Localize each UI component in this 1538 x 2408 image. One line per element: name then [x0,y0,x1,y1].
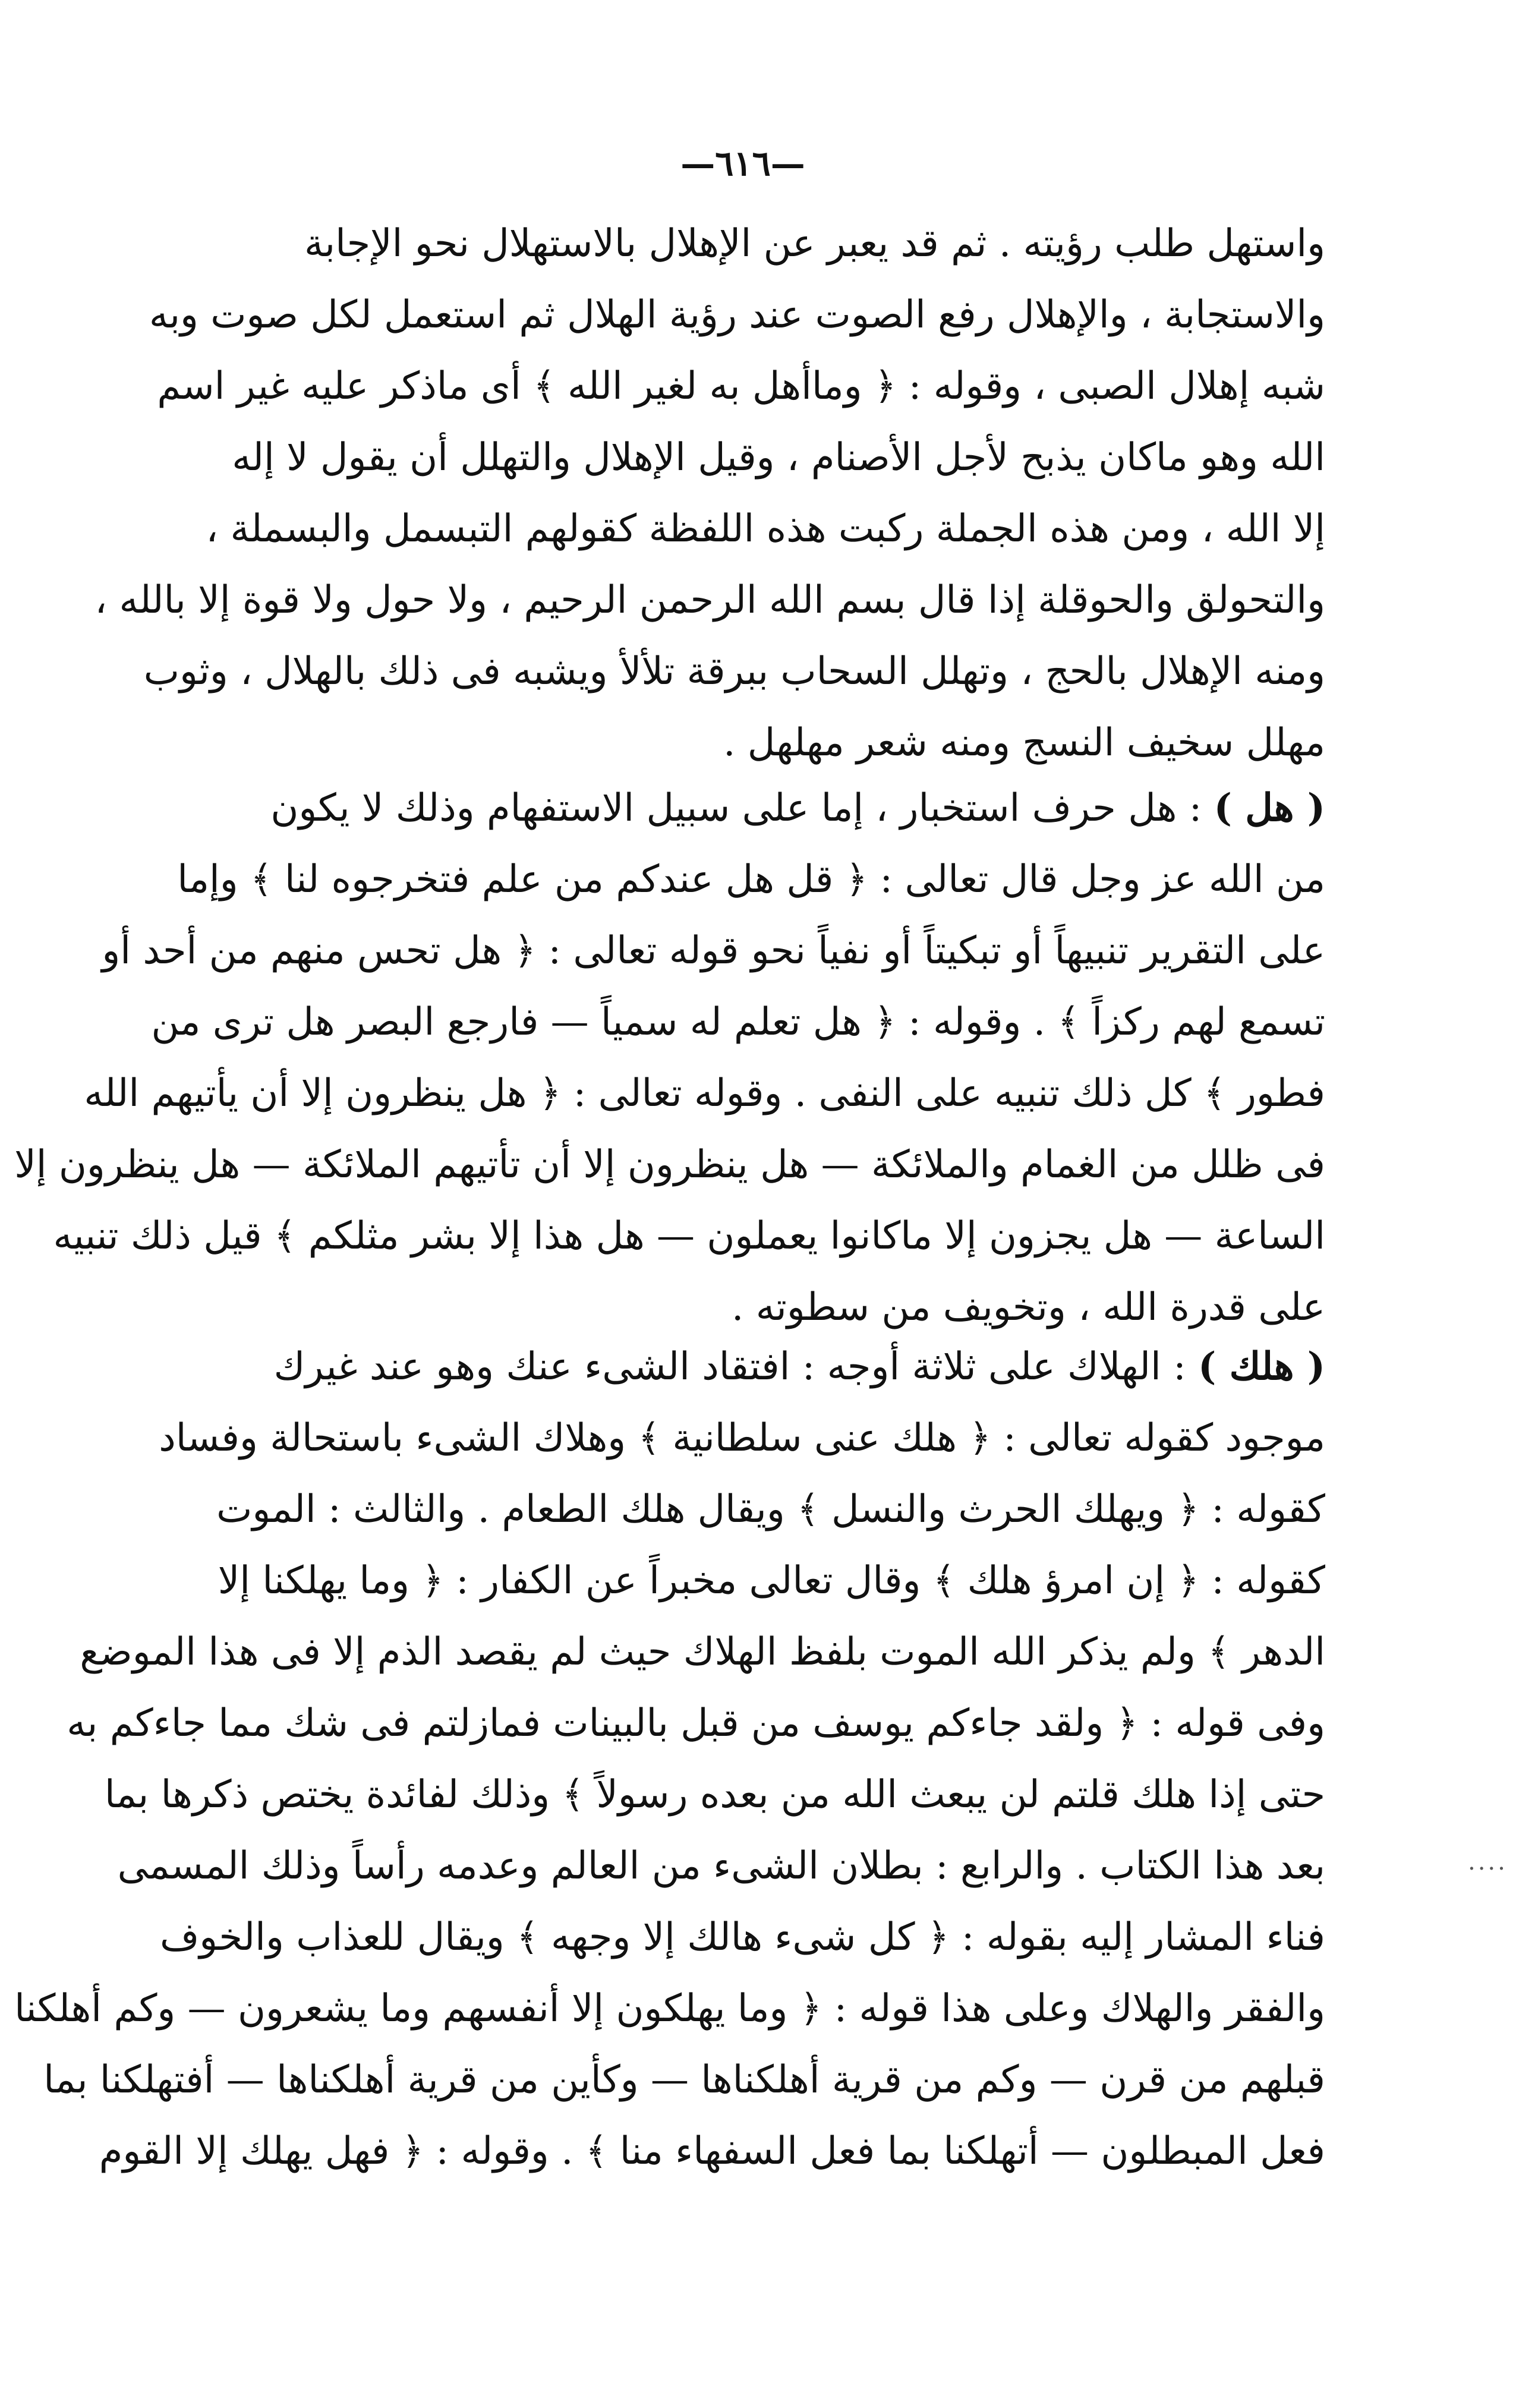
text-line-rest: : الهلاك على ثلاثة أوجه : افتقاد الشىء عنك وهو عند غيرك [273,1345,1198,1389]
text-line: الله وهو ماكان يذبح لأجل الأصنام ، وقيل الإهلال والتهلل أن يقول لا إله [232,436,1325,480]
paragraph-hilal-continued [94,208,1325,778]
text-line: ومنه الإهلال بالحج ، وتهلل السحاب ببرقة تلألأ ويشبه فى ذلك بالهلال ، وثوب [143,650,1325,694]
text-line: حتى إذا هلك قلتم لن يبعث الله من بعده رسولاً ﴾ وذلك لفائدة يختص ذكرها بما [104,1773,1325,1817]
paragraph-halaka [14,1331,1325,2187]
text-line: فى ظلل من الغمام والملائكة — هل ينظرون إلا أن تأتيهم الملائكة — هل ينظرون إلا [14,1143,1325,1187]
text-line: إلا الله ، ومن هذه الجملة ركبت هذه اللفظة كقولهم التبسمل والبسملة ، [206,507,1325,551]
text-line: الساعة — هل يجزون إلا ماكانوا يعملون — هل هذا إلا بشر مثلكم ﴾ قيل ذلك تنبيه [53,1214,1325,1258]
text-line-rest: : هل حرف استخبار ، إما على سبيل الاستفهام وذلك لا يكون [270,786,1214,830]
text-line-with-headword [196,1331,1325,1402]
text-line: بعد هذا الكتاب . والرابع : بطلان الشىء من العالم وعدمه رأساً وذلك المسمى [117,1844,1325,1888]
text-line: والتحولق والحوقلة إذا قال بسم الله الرحمن الرحيم ، ولا حول ولا قوة إلا بالله ، [94,578,1325,622]
text-line-with-headword [196,773,1325,844]
text-line: وفى قوله : ﴿ ولقد جاءكم يوسف من قبل بالبينات فمازلتم فى شك مما جاءكم به [67,1701,1325,1745]
text-line: شبه إهلال الصبى ، وقوله : ﴿ وماأهل به لغير الله ﴾ أى ماذكر عليه غير اسم [157,364,1325,408]
text-line: والفقر والهلاك وعلى هذا قوله : ﴿ وما يهلكون إلا أنفسهم وما يشعرون — وكم أهلكنا [14,1987,1325,2031]
page-number: —٦١٦— [680,143,805,184]
text-line: فعل المبطلون — أتهلكنا بما فعل السفهاء منا ﴾ . وقوله : ﴿ فهل يهلك إلا القوم [99,2129,1325,2173]
text-line: على قدرة الله ، وتخويف من سطوته . [732,1285,1325,1329]
text-line: مهلل سخيف النسج ومنه شعر مهلهل . [723,721,1325,765]
margin-mark: .... [1468,1848,1508,1876]
text-line: من الله عز وجل قال تعالى : ﴿ قل هل عندكم من علم فتخرجوه لنا ﴾ وإما [177,858,1325,902]
text-line: موجود كقوله تعالى : ﴿ هلك عنى سلطانية ﴾ وهلاك الشىء باستحالة وفساد [159,1416,1325,1460]
text-line: كقوله : ﴿ إن امرؤ هلك ﴾ وقال تعالى مخبراً عن الكفار : ﴿ وما يهلكنا إلا [218,1559,1325,1603]
text-line: قبلهم من قرن — وكم من قرية أهلكناها — وكأين من قرية أهلكناها — أفتهلكنا بما [43,2058,1325,2102]
paragraph-hal [14,773,1325,1343]
entry-headword: ( هل ) [1214,786,1325,830]
text-line: فناء المشار إليه بقوله : ﴿ كل شىء هالك إلا وجهه ﴾ ويقال للعذاب والخوف [159,1915,1325,1959]
text-line: واستهل طلب رؤيته . ثم قد يعبر عن الإهلال بالاستهلال نحو الإجابة [304,222,1325,266]
entry-headword: ( هلك ) [1198,1344,1325,1389]
text-line: تسمع لهم ركزاً ﴾ . وقوله : ﴿ هل تعلم له سمياً — فارجع البصر هل ترى من [151,1000,1325,1044]
text-line: كقوله : ﴿ ويهلك الحرث والنسل ﴾ ويقال هلك الطعام . والثالث : الموت [216,1487,1325,1531]
text-line: على التقرير تنبيهاً أو تبكيتاً أو نفياً نحو قوله تعالى : ﴿ هل تحس منهم من أحد أو [102,929,1325,973]
text-line: فطور ﴾ كل ذلك تنبيه على النفى . وقوله تعالى : ﴿ هل ينظرون إلا أن يأتيهم الله [84,1071,1325,1115]
text-line: الدهر ﴾ ولم يذكر الله الموت بلفظ الهلاك حيث لم يقصد الذم إلا فى هذا الموضع [80,1630,1325,1674]
text-line: والاستجابة ، والإهلال رفع الصوت عند رؤية الهلال ثم استعمل لكل صوت وبه [149,293,1325,337]
